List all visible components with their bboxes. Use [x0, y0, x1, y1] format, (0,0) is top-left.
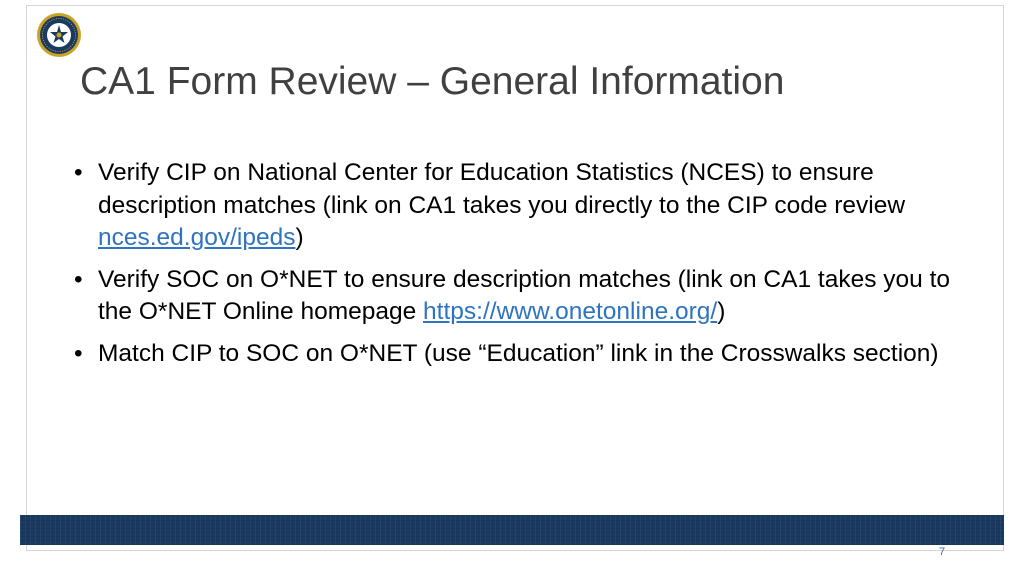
bullet-text-suffix: )	[717, 298, 726, 325]
bullet-item-verify-cip	[74, 157, 954, 255]
onet-link[interactable]: https://www.onetonline.org/	[423, 298, 718, 325]
nces-link[interactable]: nces.ed.gov/ipeds	[98, 224, 296, 251]
bullet-text-suffix: )	[295, 224, 304, 251]
footer-band	[20, 515, 1004, 545]
bullet-item-match-cip-soc	[74, 338, 954, 371]
bullet-text: Verify CIP on National Center for Education Statistics (NCES) to ensure description matches (link on CA1 takes you directly to the CIP code review	[98, 159, 906, 219]
bullet-list	[74, 157, 954, 379]
page-number: 7	[938, 546, 946, 558]
bullet-dot-icon: •	[74, 265, 83, 293]
bullet-dot-icon: •	[74, 339, 83, 367]
bullet-text: Match CIP to SOC on O*NET (use “Education” link in the Crosswalks section)	[98, 339, 939, 367]
bullet-item-verify-soc	[74, 264, 954, 329]
bullet-dot-icon: •	[74, 159, 83, 186]
department-seal-icon	[36, 12, 82, 58]
page-title: CA1 Form Review – General Information	[80, 60, 785, 103]
bullet-text: Verify SOC on O*NET to ensure description matches (link on CA1 takes you to the O*NET Online homepage	[98, 265, 950, 325]
